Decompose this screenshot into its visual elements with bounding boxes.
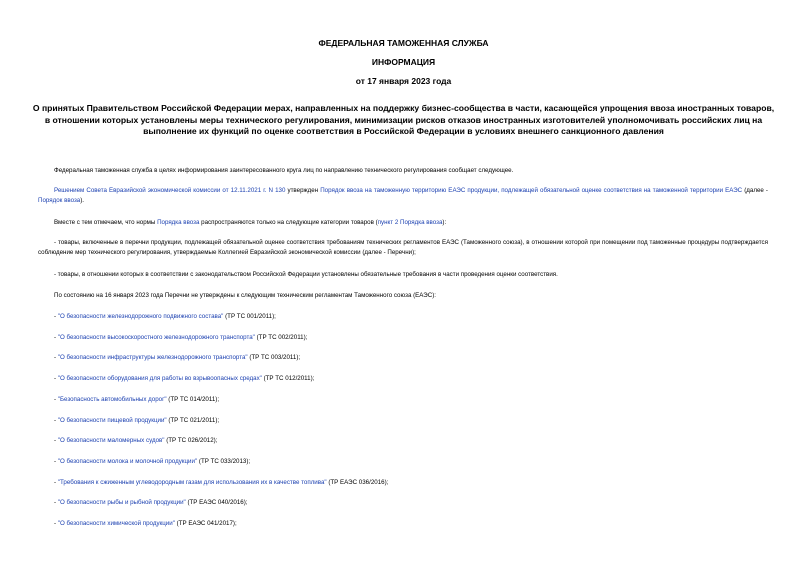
regulation-code: (ТР ТС 033/2013); xyxy=(197,457,251,465)
regulation-item xyxy=(38,416,768,426)
list-dash: - xyxy=(54,416,58,424)
decision-paragraph xyxy=(38,186,768,206)
list-dash: - xyxy=(54,499,58,507)
status-paragraph: По состоянию на 16 января 2023 года Перечни не утверждены к следующим техническим регламентам Таможенного союза (ЕАЭС): xyxy=(54,292,436,299)
decision-text-3: ). xyxy=(80,197,85,204)
regulation-link[interactable]: "Требования к сжиженным углеводородным газам для использования их в качестве топлива" xyxy=(57,478,327,486)
list-dash: - xyxy=(54,478,58,486)
scope-paragraph xyxy=(38,218,768,228)
org-heading: ФЕДЕРАЛЬНАЯ ТАМОЖЕННАЯ СЛУЖБА xyxy=(318,38,489,48)
decision-text-1: утвержден xyxy=(285,187,321,194)
regulation-item xyxy=(38,519,768,529)
intro-paragraph: Федеральная таможенная служба в целях информирования заинтересованного круга лиц по направлению технического регулирования сообщает следующее. xyxy=(54,167,514,174)
regulation-link[interactable]: "Безопасность автомобильных дорог" xyxy=(57,395,167,403)
document-title: О принятых Правительством Российской Федерации мерах, направленных на поддержку бизнес-сообщества в части, касающейся упрощения ввоза иностранных товаров, в отношении которых установлены меры технического регулирования, минимизации рисков отказов иностранных изготовителей уполномочивать российских лиц на выполнение их функций по оценке соответствия в Российской Федерации в условиях внешнего санкционного давления xyxy=(32,103,775,136)
import-procedure-short-link[interactable]: Порядок ввоза xyxy=(38,197,81,204)
regulation-code: (ТР ЕАЭС 036/2016); xyxy=(326,478,389,486)
list-dash: - xyxy=(54,395,58,403)
regulation-item xyxy=(38,353,768,363)
regulation-link[interactable]: "О безопасности высокоскоростного железнодорожного транспорта" xyxy=(57,333,255,341)
regulation-code: (ТР ТС 014/2011); xyxy=(166,395,220,403)
procedure-norms-link[interactable]: Порядка ввоза xyxy=(157,219,200,226)
list-dash: - xyxy=(54,437,58,445)
scope-text-2: распространяются только на следующие категории товаров ( xyxy=(199,219,378,226)
regulation-code: (ТР ЕАЭС 041/2017); xyxy=(174,520,237,527)
regulation-item xyxy=(38,395,768,405)
list-dash: - xyxy=(54,354,58,362)
regulation-item xyxy=(38,457,768,467)
list-dash: - xyxy=(54,520,58,527)
regulation-link[interactable]: "О безопасности рыбы и рыбной продукции" xyxy=(57,499,186,507)
decision-link[interactable]: Решением Совета Евразийской экономической комиссии от 12.11.2021 г. N 130 xyxy=(54,187,286,194)
regulation-code: (ТР ТС 021/2011); xyxy=(166,416,220,424)
list-dash: - xyxy=(54,457,58,465)
scope-text-1: Вместе с тем отмечаем, что нормы xyxy=(54,219,158,226)
list-dash: - xyxy=(54,333,58,341)
regulation-link[interactable]: "О безопасности маломерных судов" xyxy=(57,437,165,445)
regulation-item xyxy=(38,333,768,343)
scope-text-3: ): xyxy=(442,219,447,226)
regulation-link[interactable]: "О безопасности молока и молочной продукции" xyxy=(57,457,198,465)
regulation-code: (ТР ТС 002/2011); xyxy=(254,333,308,341)
regulation-item xyxy=(38,312,768,322)
import-procedure-link[interactable]: Порядок ввоза на таможенную территорию ЕАЭС продукции, подлежащей обязательной оценке соответствия на таможенной территории ЕАЭС xyxy=(320,187,743,194)
regulation-code: (ТР ЕАЭС 040/2016); xyxy=(185,499,248,507)
doc-type-heading: ИНФОРМАЦИЯ xyxy=(371,57,436,67)
regulation-item xyxy=(38,374,768,384)
list-dash: - xyxy=(54,375,58,383)
category-item-2: - товары, в отношении которых в соответствии с законодательством Российской Федерации установлены обязательные требования в части проведения оценки соответствия. xyxy=(54,271,558,278)
regulation-link[interactable]: "О безопасности железнодорожного подвижного состава" xyxy=(57,313,224,320)
decision-text-2: (далее - xyxy=(742,187,768,194)
regulation-link[interactable]: "О безопасности инфраструктуры железнодорожного транспорта" xyxy=(57,354,248,362)
list-dash: - xyxy=(54,313,58,320)
regulation-code: (ТР ТС 012/2011); xyxy=(261,375,315,383)
regulation-item xyxy=(38,498,768,508)
regulation-link[interactable]: "О безопасности пищевой продукции" xyxy=(57,416,167,424)
regulation-item xyxy=(38,436,768,446)
regulation-code: (ТР ТС 003/2011); xyxy=(247,354,301,362)
regulation-code: (ТР ТС 001/2011); xyxy=(223,313,276,320)
doc-date: от 17 января 2023 года xyxy=(355,76,452,86)
procedure-item2-link[interactable]: пункт 2 Порядка ввоза xyxy=(377,219,443,226)
regulation-link[interactable]: "О безопасности оборудования для работы во взрывоопасных средах" xyxy=(57,375,262,383)
category-item-1: - товары, включенные в перечни продукции, подлежащей обязательной оценке соответствия требованиям технических регламентов ЕАЭС (Таможенного союза), в отношении которой при помещении под таможенные процедуры подтверждается соблюдение мер технического регулирования, утверждаемые Коллегией Евразийской экономической комиссии (далее - Перечни); xyxy=(38,239,768,256)
regulation-code: (ТР ТС 026/2012); xyxy=(164,437,218,445)
regulation-item xyxy=(38,478,768,488)
regulation-link[interactable]: "О безопасности химической продукции" xyxy=(57,520,175,527)
